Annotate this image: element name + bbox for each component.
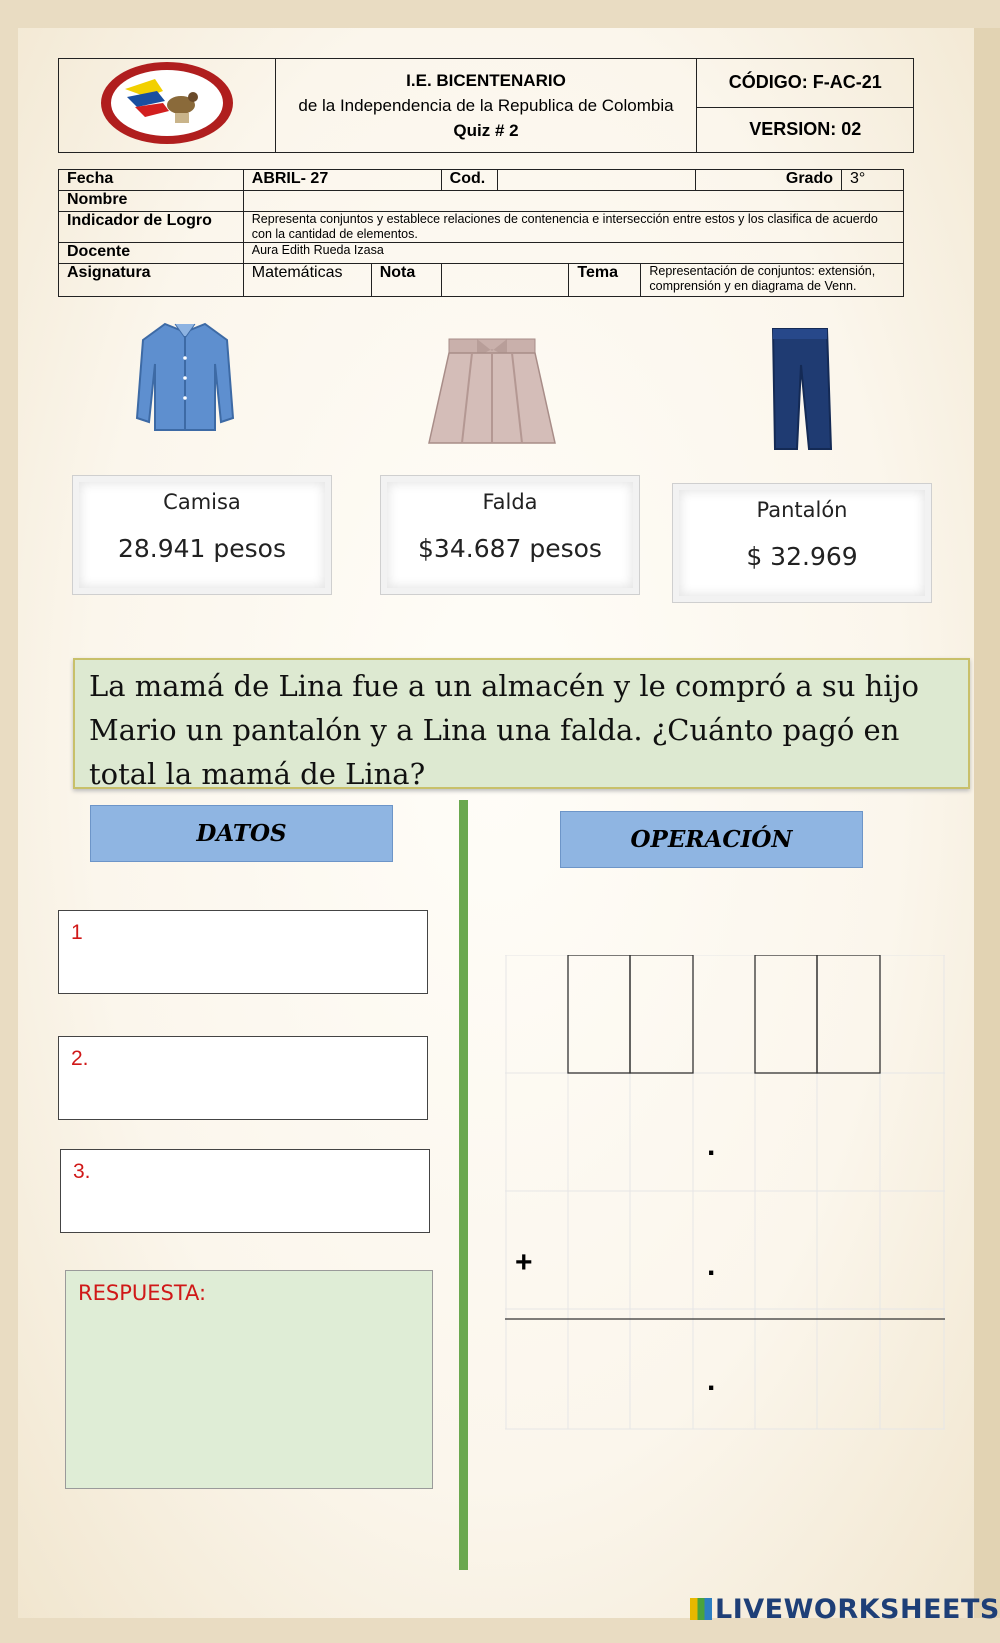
skirt-image [427,335,557,450]
product-price: $ 32.969 [746,542,858,571]
nombre-field[interactable] [243,191,903,212]
cod-field[interactable] [497,170,696,191]
docente-value: Aura Edith Rueda Izasa [243,243,903,264]
docente-label: Docente [59,243,244,264]
quiz-label: Quiz # 2 [453,121,519,140]
liveworksheets-watermark [690,1594,1000,1625]
grado-label: Grado [696,170,842,191]
grado-value: 3° [842,170,904,191]
nombre-label: Nombre [59,191,244,212]
shirt-image [135,318,235,439]
page-edge [974,28,1000,1618]
thousands-dot: . [707,1364,716,1397]
price-card-falda [380,475,640,595]
nota-field[interactable] [441,264,569,297]
dato-number: 2. [71,1047,89,1070]
thousands-dot: . [707,1129,716,1162]
datos-header: DATOS [90,805,393,862]
operation-grid [505,955,945,1430]
code-cell: CÓDIGO: F-AC-21 [697,59,914,108]
asignatura-value: Matemáticas [243,264,371,297]
thousands-dot: . [707,1249,716,1282]
operacion-header: OPERACIÓN [560,811,863,868]
info-table [58,169,904,297]
dato-field-3[interactable] [60,1149,430,1233]
school-logo-icon [97,59,237,147]
respuesta-label: RESPUESTA: [78,1281,207,1305]
fecha-label: Fecha [59,170,244,191]
cod-label: Cod. [441,170,497,191]
asignatura-label: Asignatura [59,264,244,297]
version-cell: VERSION: 02 [697,107,914,152]
digit-box[interactable] [568,955,630,1073]
fecha-value: ABRIL- 27 [243,170,441,191]
plus-sign: + [515,1246,533,1279]
product-price: $34.687 pesos [418,534,602,563]
section-divider [459,800,468,1570]
dato-number: 1 [71,921,83,944]
respuesta-box[interactable] [65,1270,433,1489]
product-name: Falda [482,490,538,514]
watermark-text: LIVEWORKSHEETS [715,1594,1000,1625]
school-logo-cell [59,59,276,153]
tema-value: Representación de conjuntos: extensión, comprensión y en diagrama de Venn. [641,264,904,297]
liveworksheets-logo-icon [690,1598,712,1620]
school-subtitle: de la Independencia de la Republica de Colombia [298,96,674,115]
product-name: Camisa [163,490,241,514]
indicador-value: Representa conjuntos y establece relaciones de contenencia e intersección entre estos y los clasifica de acuerdo con la cantidad de elementos. [243,212,903,243]
pants-image [765,325,835,455]
price-card-pantalon [672,483,932,603]
header-table [58,58,914,153]
product-price: 28.941 pesos [117,534,287,563]
problem-statement: La mamá de Lina fue a un almacén y le compró a su hijo Mario un pantalón y a Lina una falda. ¿Cuánto pagó en total la mamá de Lina? [73,658,970,789]
dato-number: 3. [73,1160,91,1183]
dato-field-1[interactable] [58,910,428,994]
dato-field-2[interactable] [58,1036,428,1120]
tema-label: Tema [569,264,641,297]
price-card-camisa [72,475,332,595]
digit-box[interactable] [630,955,693,1073]
indicador-label: Indicador de Logro [59,212,244,243]
product-name: Pantalón [756,498,848,522]
nota-label: Nota [371,264,441,297]
school-name-cell [275,59,697,153]
school-name: I.E. BICENTENARIO [406,71,566,90]
digit-box[interactable] [817,955,880,1073]
digit-box[interactable] [755,955,817,1073]
